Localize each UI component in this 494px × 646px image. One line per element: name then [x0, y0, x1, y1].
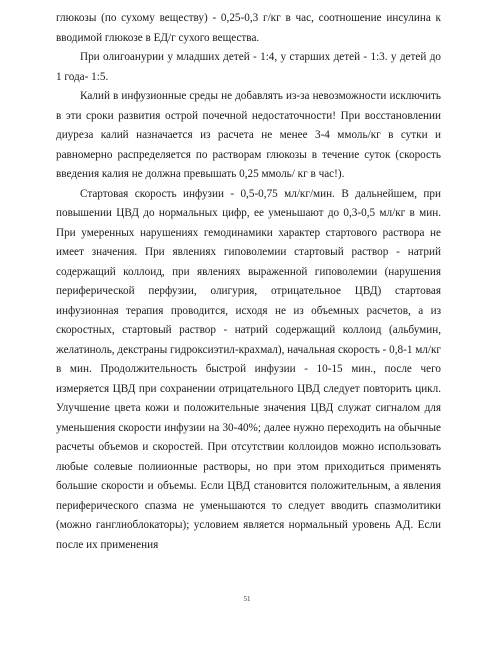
- paragraph-oligoanuria-ratio: При олигоанурии у младших детей - 1:4, у старших детей - 1:3. у детей до 1 года- 1:5.: [56, 51, 441, 83]
- paragraph-glucose-continuation: глюкозы (по сухому веществу) - 0,25-0,3 г/кг в час, соотношение инсулина к вводимой глюкозе в ЕД/г сухого вещества.: [56, 12, 441, 44]
- page-number: 51: [243, 595, 251, 603]
- body-text: [56, 9, 441, 555]
- paragraph-infusion-rate: Стартовая скорость инфузии - 0,5-0,75 мл/кг/мин. В дальнейшем, при повышении ЦВД до нормальных цифр, ее уменьшают до 0,3-0,5 мл/кг в мин. При умеренных нарушениях гемодинамики характер стартового раствора не имеет значения. При явлениях гиповолемии стартовый раствор - натрий содержащий коллоид, при явлениях выраженной гиповолемии (нарушения периферической перфузии, олигурия, отрицательное ЦВД) стартовая инфузионная терапия проводится, исходя не из объемных расчетов, а из скоростных, стартовый раствор - натрий содержащий коллоид (альбумин, желатиноль, декстраны гидроксиэтил-крахмал), начальная скорость - 0,8-1 мл/кг в мин. Продолжительность быстрой инфузии - 10-15 мин., после чего измеряется ЦВД при сохранении отрицательного ЦВД следует повторить цикл. Улучшение цвета кожи и положительные значения ЦВД служат сигналом для уменьшения скорости инфузии на 30-40%; далее нужно переходить на обычные расчеты объемов и скоростей. При отсутствии коллоидов можно использовать любые солевые полиионные растворы, но при этом приходиться применять большие скорости и объемы. Если ЦВД становится положительным, а явления периферического спазма не уменьшаются то следует вводить спазмолитики (можно ганглиоблокаторы); условием является нормальный уровень АД. Если после их применения: [56, 187, 442, 551]
- paragraph-potassium: Калий в инфузионные среды не добавлять из-за невозможности исключить в эти сроки развития острой почечной недостаточности! При восстановлении диуреза калий назначается из расчета не менее 3-4 ммоль/кг в сутки и равномерно распределяется по растворам глюкозы в течение суток (скорость введения калия не должна превышать 0,25 ммоль/ кг в час!).: [56, 90, 441, 180]
